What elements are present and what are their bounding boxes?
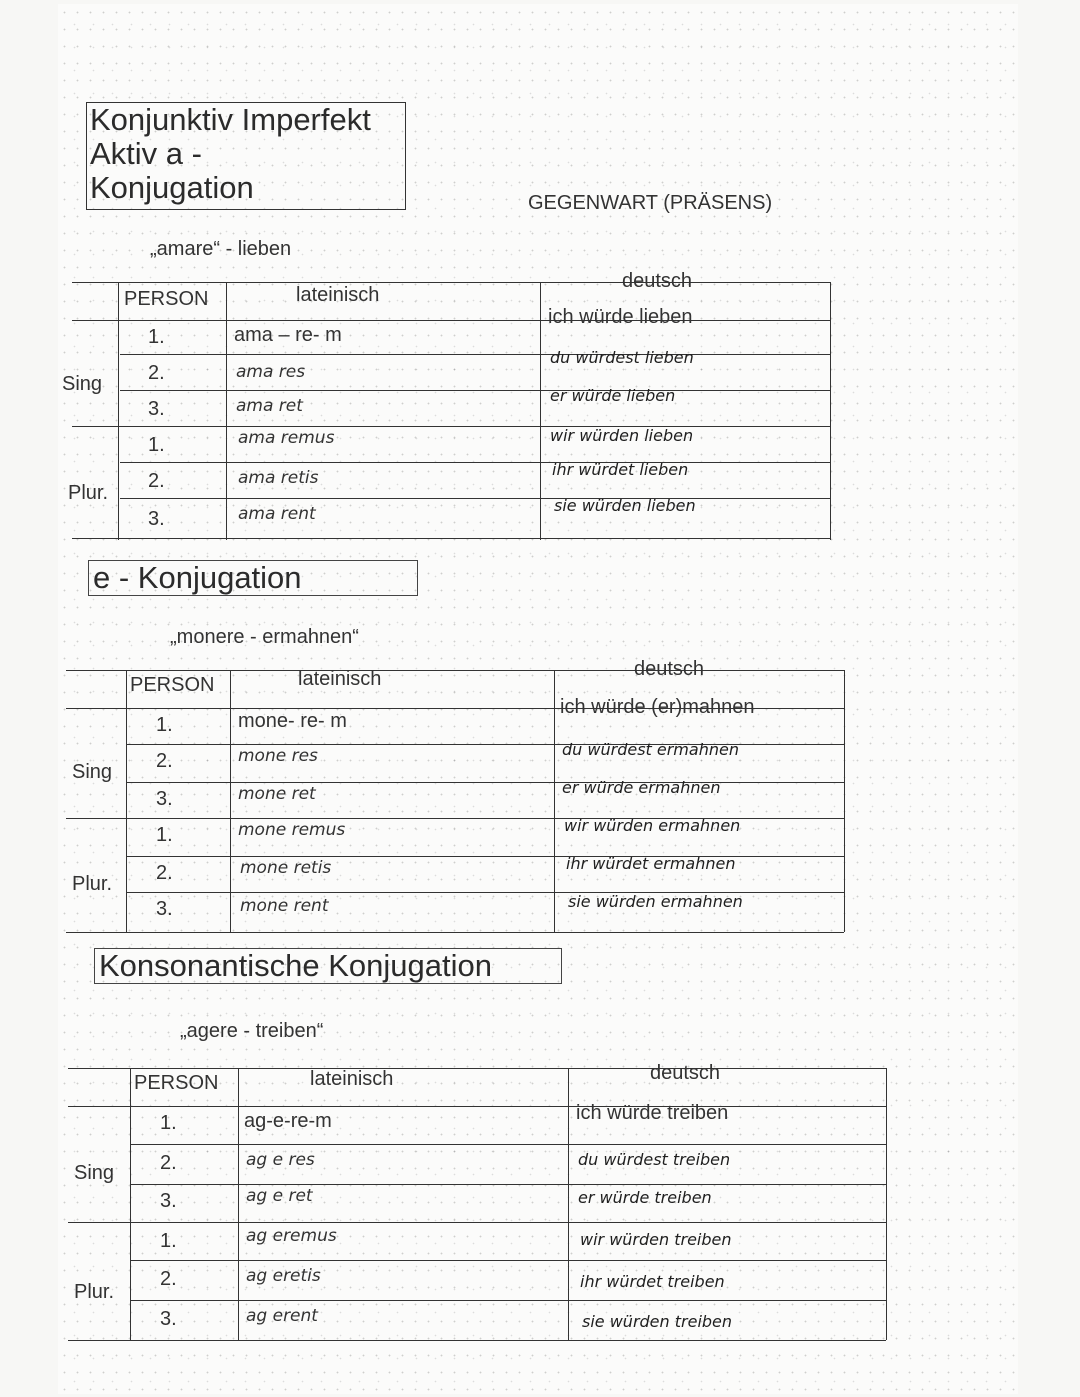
table-a-konjugation — [72, 270, 830, 540]
german-cell: du würdest ermahnen — [562, 740, 739, 759]
header-german: deutsch — [622, 270, 693, 292]
person-cell: 3. — [156, 788, 173, 810]
latin-cell: mone remus — [238, 820, 346, 840]
singular-label: Sing — [72, 761, 113, 783]
header-person: PERSON — [130, 674, 215, 696]
latin-cell: mone- re- m — [238, 710, 347, 732]
verb-agere: „agere - treiben“ — [180, 1020, 324, 1042]
title-line-1: Konjunktiv Imperfekt — [90, 102, 371, 137]
german-cell: wir würden treiben — [580, 1230, 732, 1249]
latin-cell: ama rent — [238, 504, 316, 524]
header-latin: lateinisch — [298, 668, 382, 690]
title-line-3: Konjugation — [90, 170, 254, 205]
latin-cell: ag eremus — [246, 1226, 337, 1246]
present-tense-label: GEGENWART (PRÄSENS) — [528, 192, 773, 214]
latin-cell: ama retis — [238, 468, 319, 488]
singular-label: Sing — [62, 373, 103, 395]
section-title-e: e - Konjugation — [88, 560, 418, 596]
person-cell: 1. — [160, 1230, 177, 1252]
german-cell: ihr würdet lieben — [552, 460, 689, 479]
person-cell: 3. — [156, 898, 173, 920]
person-cell: 2. — [156, 750, 173, 772]
title-line-2: Aktiv a - — [90, 136, 202, 171]
latin-cell: mone rent — [240, 896, 329, 916]
person-cell: 2. — [160, 1152, 177, 1174]
singular-label: Sing — [74, 1162, 115, 1184]
person-cell: 1. — [156, 824, 173, 846]
person-cell: 2. — [148, 470, 165, 492]
header-german: deutsch — [650, 1062, 721, 1084]
german-cell: du würdest lieben — [550, 348, 694, 367]
person-cell: 3. — [148, 398, 165, 420]
latin-cell: ag e res — [246, 1150, 315, 1170]
plural-label: Plur. — [74, 1281, 115, 1303]
verb-amare: „amare“ - lieben — [150, 238, 292, 260]
german-cell: sie würden lieben — [554, 496, 696, 515]
person-cell: 2. — [160, 1268, 177, 1290]
german-cell: er würde lieben — [550, 386, 676, 405]
german-cell: ihr würdet ermahnen — [566, 854, 736, 873]
plural-label: Plur. — [68, 482, 109, 504]
german-cell: sie würden ermahnen — [568, 892, 743, 911]
german-cell: er würde treiben — [578, 1188, 712, 1207]
person-cell: 1. — [156, 714, 173, 736]
german-cell: ich würde lieben — [548, 306, 693, 328]
german-cell: wir würden lieben — [550, 426, 694, 445]
person-cell: 1. — [160, 1112, 177, 1134]
german-cell: er würde ermahnen — [562, 778, 721, 797]
latin-cell: ama remus — [238, 428, 335, 448]
table-konsonantische-konjugation — [68, 1062, 886, 1340]
german-cell: wir würden ermahnen — [564, 816, 741, 835]
german-cell: du würdest treiben — [578, 1150, 731, 1169]
latin-cell: mone retis — [240, 858, 332, 878]
latin-cell: mone ret — [238, 784, 316, 804]
person-cell: 1. — [148, 326, 165, 348]
header-latin: lateinisch — [310, 1068, 394, 1090]
person-cell: 2. — [156, 862, 173, 884]
latin-cell: ag-e-re-m — [244, 1110, 332, 1132]
german-cell: sie würden treiben — [582, 1312, 733, 1331]
person-cell: 3. — [160, 1190, 177, 1212]
header-german: deutsch — [634, 658, 705, 680]
header-person: PERSON — [134, 1072, 219, 1094]
verb-monere: „monere - ermahnen“ — [170, 626, 359, 648]
german-cell: ihr würdet treiben — [580, 1272, 725, 1291]
section-title-konsonantisch: Konsonantische Konjugation — [94, 948, 562, 984]
german-cell: ich würde (er)mahnen — [560, 696, 755, 718]
latin-cell: ag e ret — [246, 1186, 313, 1206]
latin-cell: ama – re- m — [234, 324, 342, 346]
header-latin: lateinisch — [296, 284, 380, 306]
german-cell: ich würde treiben — [576, 1102, 729, 1124]
person-cell: 3. — [148, 508, 165, 530]
table-e-konjugation — [66, 658, 844, 932]
latin-cell: ama res — [236, 362, 306, 382]
person-cell: 3. — [160, 1308, 177, 1330]
title-box — [86, 102, 406, 210]
plural-label: Plur. — [72, 873, 113, 895]
latin-cell: mone res — [238, 746, 318, 766]
person-cell: 1. — [148, 434, 165, 456]
person-cell: 2. — [148, 362, 165, 384]
latin-cell: ag erent — [246, 1306, 318, 1326]
latin-cell: ama ret — [236, 396, 303, 416]
header-person: PERSON — [124, 288, 209, 310]
latin-cell: ag eretis — [246, 1266, 321, 1286]
